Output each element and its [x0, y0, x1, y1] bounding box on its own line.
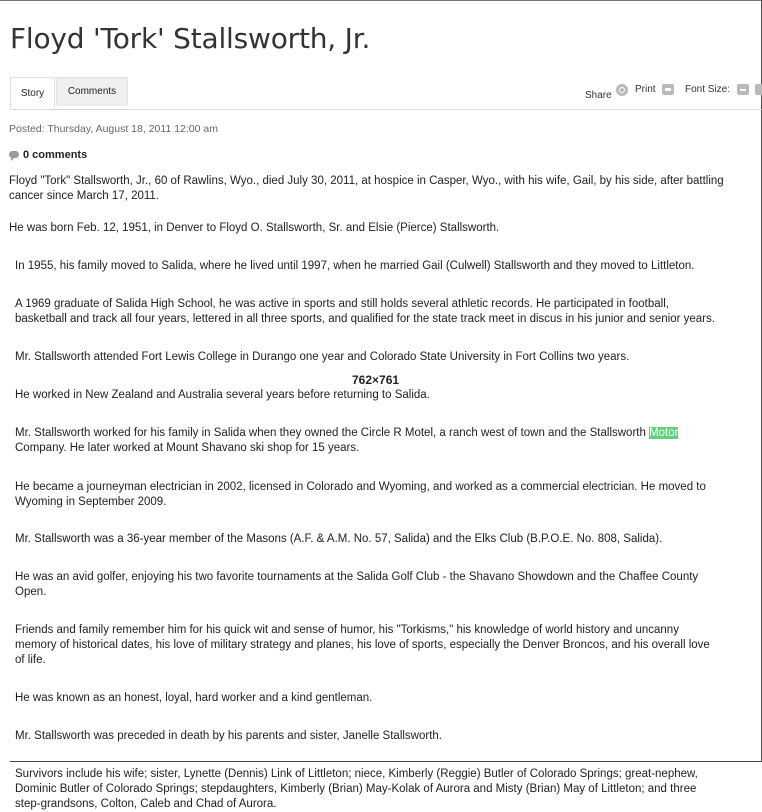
paragraph-line: Mr. Stallsworth attended Fort Lewis College in Durango one year and Colorado State University in Fort Collins two years.	[15, 351, 630, 363]
paragraph-line: Survivors include his wife; sister, Lynette (Dennis) Link of Littleton; niece, Kimberly (Reggie) Butler of Colorado Springs; great-nephew,	[15, 768, 698, 780]
paragraph-6	[15, 388, 430, 403]
dimension-label: 762×761	[352, 373, 400, 387]
paragraph-line: Open.	[15, 586, 47, 598]
paragraph-line: step-grandsons, Colton, Caleb and Chad of Aurora.	[15, 798, 277, 810]
paragraph-4	[15, 297, 715, 327]
tab-story[interactable]: Story	[10, 77, 55, 110]
comments-count-label: 0 comments	[23, 149, 88, 161]
font-increase-icon[interactable]	[755, 84, 762, 95]
font-decrease-icon[interactable]	[737, 84, 749, 95]
paragraph-line: cancer since March 17, 2011.	[9, 190, 160, 202]
font-size-label: Font Size:	[685, 84, 731, 95]
paragraph-line: of life.	[15, 654, 46, 666]
paragraph-3	[15, 259, 695, 274]
page-break-line	[10, 761, 762, 762]
paragraph-2	[9, 221, 499, 236]
print-label[interactable]: Print	[635, 84, 656, 95]
article-toolbar	[585, 84, 762, 104]
paragraph-line: Mr. Stallsworth was a 36-year member of the Masons (A.F. & A.M. No. 57, Salida) and the Elks Club (B.P.O.E. No. 808, Salida).	[15, 533, 663, 545]
paragraph-8	[15, 480, 706, 510]
page-title: Floyd 'Tork' Stallsworth, Jr.	[10, 22, 371, 55]
share-label[interactable]: Share	[585, 90, 612, 101]
paragraph-line: Dominic Butler of Colorado Springs; stepdaughters, Kimberly (Brian) May-Kolak of Aurora and Misty (Brian) May of Littleton; and three	[15, 783, 697, 795]
paragraph-line: He worked in New Zealand and Australia several years before returning to Salida.	[15, 389, 430, 401]
paragraph-line: Friends and family remember him for his quick wit and sense of humor, his "Torkisms," his knowledge of world history and uncanny	[15, 624, 679, 636]
paragraph-13	[15, 729, 442, 744]
posted-date: Posted: Thursday, August 18, 2011 12:00 am	[9, 123, 218, 135]
paragraph-line: memory of historical dates, his love of military strategy and planes, his love of sports, especially the Denver Broncos, and his overall love	[15, 639, 710, 651]
paragraph-line: basketball and track all four years, lettered in all three sports, and qualified for the state track meet in discus in his junior and senior years.	[15, 313, 715, 325]
paragraph-line: He was known as an honest, loyal, hard worker and a kind gentleman.	[15, 692, 373, 704]
paragraph-line: Floyd "Tork" Stallsworth, Jr., 60 of Rawlins, Wyo., died July 30, 2011, at hospice in Casper, Wyo., with his wife, Gail, by his side, after battling	[9, 175, 724, 187]
paragraph-line: Mr. Stallsworth was preceded in death by his parents and sister, Janelle Stallsworth.	[15, 730, 442, 742]
paragraph-9	[15, 532, 662, 547]
highlighted-link[interactable]: Motor	[649, 427, 679, 439]
paragraph-10	[15, 570, 698, 600]
comments-count[interactable]	[9, 149, 87, 161]
share-icon[interactable]	[616, 84, 628, 96]
paragraph-line: In 1955, his family moved to Salida, where he lived until 1997, when he married Gail (Culwell) Stallsworth and they moved to Littleton.	[15, 260, 695, 272]
paragraph-5	[15, 350, 629, 365]
paragraph-line: Wyoming in September 2009.	[15, 496, 167, 508]
paragraph-line: A 1969 graduate of Salida High School, he was active in sports and still holds several athletic records. He participated in football,	[15, 298, 669, 310]
tab-comments[interactable]: Comments	[56, 77, 128, 106]
tab-divider	[10, 109, 762, 110]
paragraph-line: He was an avid golfer, enjoying his two favorite tournaments at the Salida Golf Club - the Shavano Showdown and the Chaffee County	[15, 571, 699, 583]
print-icon[interactable]	[662, 84, 674, 95]
paragraph-14	[15, 767, 698, 812]
paragraph-1	[9, 174, 724, 204]
paragraph-7	[15, 426, 678, 456]
paragraph-line: He became a journeyman electrician in 2002, licensed in Colorado and Wyoming, and worked as a commercial electrician. He moved to	[15, 481, 706, 493]
comment-bubble-icon	[9, 151, 19, 158]
paragraph-11	[15, 623, 710, 668]
paragraph-12	[15, 691, 372, 706]
paragraph-line: He was born Feb. 12, 1951, in Denver to Floyd O. Stallsworth, Sr. and Elsie (Pierce) Stallsworth.	[9, 222, 500, 234]
paragraph-line: Mr. Stallsworth worked for his family in Salida when they owned the Circle R Motel, a ranch west of town and the Stallsworth	[15, 427, 650, 439]
paragraph-line: Company. He later worked at Mount Shavano ski shop for 15 years.	[15, 442, 360, 454]
